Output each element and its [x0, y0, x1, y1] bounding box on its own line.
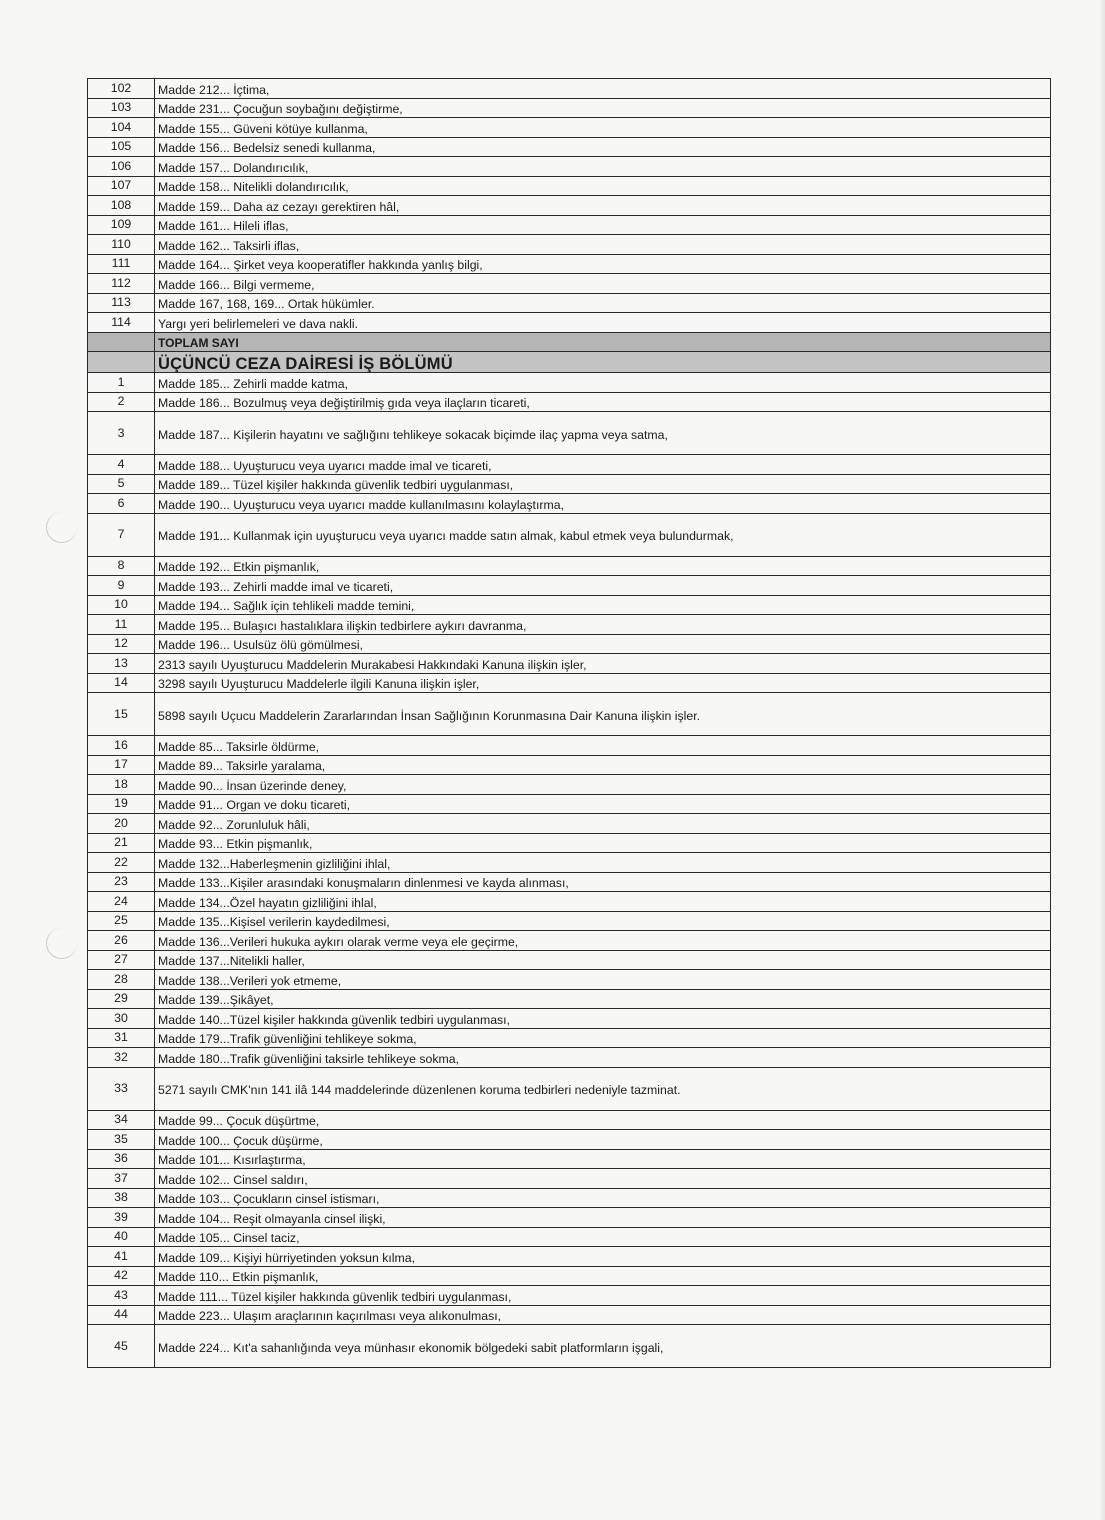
table-section-bottom [88, 373, 1051, 1368]
row-number: 27 [88, 950, 155, 970]
table-row [88, 989, 1051, 1009]
row-number: 9 [88, 576, 155, 596]
row-description: Madde 137...Nitelikli haller, [155, 950, 1051, 970]
row-description: 5271 sayılı CMK'nın 141 ilâ 144 maddelerinde düzenlenen koruma tedbirleri nedeniyle tazminat. [155, 1067, 1051, 1110]
row-number: 22 [88, 853, 155, 873]
row-description: Madde 161... Hileli iflas, [155, 215, 1051, 235]
row-number: 108 [88, 196, 155, 216]
row-number: 4 [88, 455, 155, 475]
row-description: Madde 179...Trafik güvenliğini tehlikeye sokma, [155, 1028, 1051, 1048]
row-description: Madde 189... Tüzel kişiler hakkında güvenlik tedbiri uygulanması, [155, 474, 1051, 494]
row-description: Madde 192... Etkin pişmanlık, [155, 556, 1051, 576]
row-description: Madde 93... Etkin pişmanlık, [155, 833, 1051, 853]
row-description: Madde 167, 168, 169... Ortak hükümler. [155, 293, 1051, 313]
row-description: Madde 111... Tüzel kişiler hakkında güvenlik tedbiri uygulanması, [155, 1286, 1051, 1306]
row-number: 42 [88, 1266, 155, 1286]
table-row [88, 1227, 1051, 1247]
row-description: Madde 224... Kıt'a sahanlığında veya münhasır ekonomik bölgedeki sabit platformların işgali, [155, 1325, 1051, 1368]
row-number: 7 [88, 513, 155, 556]
table-row [88, 313, 1051, 333]
row-description: Madde 196... Usulsüz ölü gömülmesi, [155, 634, 1051, 654]
row-description: Madde 156... Bedelsiz senedi kullanma, [155, 137, 1051, 157]
row-number: 17 [88, 755, 155, 775]
row-description: Madde 92... Zorunluluk hâli, [155, 814, 1051, 834]
table-row [88, 794, 1051, 814]
table-row [88, 615, 1051, 635]
table-row [88, 1067, 1051, 1110]
table-row [88, 736, 1051, 756]
table-row [88, 814, 1051, 834]
table-row [88, 970, 1051, 990]
row-description: Yargı yeri belirlemeleri ve dava nakli. [155, 313, 1051, 333]
table-row [88, 872, 1051, 892]
table-row [88, 1208, 1051, 1228]
table-row [88, 1325, 1051, 1368]
table-row [88, 1305, 1051, 1325]
row-number: 3 [88, 412, 155, 455]
table-row [88, 412, 1051, 455]
table-row [88, 176, 1051, 196]
row-number: 16 [88, 736, 155, 756]
row-number: 2 [88, 392, 155, 412]
table-row [88, 775, 1051, 795]
row-number: 14 [88, 673, 155, 693]
row-number: 43 [88, 1286, 155, 1306]
table-row [88, 833, 1051, 853]
table-row [88, 235, 1051, 255]
table-row [88, 853, 1051, 873]
row-number: 11 [88, 615, 155, 635]
row-number: 106 [88, 157, 155, 177]
row-number: 30 [88, 1009, 155, 1029]
punch-hole-mark [46, 928, 77, 959]
table-section-header [88, 332, 1051, 373]
row-description: Madde 139...Şikâyet, [155, 989, 1051, 1009]
row-number: 10 [88, 595, 155, 615]
row-number: 38 [88, 1188, 155, 1208]
row-number: 41 [88, 1247, 155, 1267]
row-description: Madde 136...Verileri hukuka aykırı olarak verme veya ele geçirme, [155, 931, 1051, 951]
row-number: 24 [88, 892, 155, 912]
row-number: 105 [88, 137, 155, 157]
table-row [88, 373, 1051, 393]
row-description: 5898 sayılı Uçucu Maddelerin Zararlarından İnsan Sağlığının Korunmasına Dair Kanuna ilişkin işler. [155, 693, 1051, 736]
row-number: 19 [88, 794, 155, 814]
row-number: 1 [88, 373, 155, 393]
row-description: Madde 231... Çocuğun soybağını değiştirme, [155, 98, 1051, 118]
row-description: Madde 134...Özel hayatın gizliliğini ihlal, [155, 892, 1051, 912]
row-description: Madde 133...Kişiler arasındaki konuşmaların dinlenmesi ve kayda alınması, [155, 872, 1051, 892]
table-row [88, 157, 1051, 177]
row-number: 111 [88, 254, 155, 274]
row-description: Madde 180...Trafik güvenliğini taksirle tehlikeye sokma, [155, 1048, 1051, 1068]
row-description: Madde 103... Çocukların cinsel istismarı, [155, 1188, 1051, 1208]
row-number: 33 [88, 1067, 155, 1110]
row-number: 35 [88, 1130, 155, 1150]
row-description: Madde 194... Sağlık için tehlikeli madde temini, [155, 595, 1051, 615]
table-row [88, 911, 1051, 931]
row-description: Madde 85... Taksirle öldürme, [155, 736, 1051, 756]
punch-hole-mark [46, 512, 77, 543]
table-row [88, 1169, 1051, 1189]
row-number: 45 [88, 1325, 155, 1368]
page-edge [1099, 0, 1105, 1520]
table-row [88, 392, 1051, 412]
table-row [88, 455, 1051, 475]
row-number: 31 [88, 1028, 155, 1048]
row-description: Madde 158... Nitelikli dolandırıcılık, [155, 176, 1051, 196]
row-description: Madde 110... Etkin pişmanlık, [155, 1266, 1051, 1286]
row-number: 113 [88, 293, 155, 313]
row-description: Madde 190... Uyuşturucu veya uyarıcı madde kullanılmasını kolaylaştırma, [155, 494, 1051, 514]
table-row [88, 1286, 1051, 1306]
table-row [88, 196, 1051, 216]
row-number: 39 [88, 1208, 155, 1228]
row-number: 6 [88, 494, 155, 514]
table-row [88, 634, 1051, 654]
row-description: Madde 90... İnsan üzerinde deney, [155, 775, 1051, 795]
table-row [88, 494, 1051, 514]
row-description: Madde 109... Kişiyi hürriyetinden yoksun kılma, [155, 1247, 1051, 1267]
row-number: 23 [88, 872, 155, 892]
row-number: 34 [88, 1110, 155, 1130]
row-description: Madde 162... Taksirli iflas, [155, 235, 1051, 255]
table-row [88, 673, 1051, 693]
row-number: 40 [88, 1227, 155, 1247]
table-row [88, 79, 1051, 99]
table-row [88, 1130, 1051, 1150]
table-row [88, 1247, 1051, 1267]
table-row [88, 254, 1051, 274]
table-row [88, 595, 1051, 615]
row-number: 12 [88, 634, 155, 654]
table-row [88, 137, 1051, 157]
row-description: 3298 sayılı Uyuşturucu Maddelerle ilgili Kanuna ilişkin işler, [155, 673, 1051, 693]
table-row [88, 474, 1051, 494]
table-row [88, 1188, 1051, 1208]
row-number: 114 [88, 313, 155, 333]
row-description: Madde 101... Kısırlaştırma, [155, 1149, 1051, 1169]
row-number: 110 [88, 235, 155, 255]
table-row [88, 556, 1051, 576]
table-row [88, 293, 1051, 313]
section-header-row [88, 352, 1051, 373]
row-number: 18 [88, 775, 155, 795]
row-description: Madde 100... Çocuk düşürme, [155, 1130, 1051, 1150]
row-description: Madde 155... Güveni kötüye kullanma, [155, 118, 1051, 138]
row-description: Madde 102... Cinsel saldırı, [155, 1169, 1051, 1189]
row-description: Madde 212... İçtima, [155, 79, 1051, 99]
row-description: Madde 164... Şirket veya kooperatifler hakkında yanlış bilgi, [155, 254, 1051, 274]
row-description: Madde 105... Cinsel taciz, [155, 1227, 1051, 1247]
row-description: Madde 140...Tüzel kişiler hakkında güvenlik tedbiri uygulanması, [155, 1009, 1051, 1029]
total-row [88, 332, 1051, 352]
row-description: Madde 223... Ulaşım araçlarının kaçırılması veya alıkonulması, [155, 1305, 1051, 1325]
table-row [88, 1266, 1051, 1286]
table-row [88, 576, 1051, 596]
row-number: 109 [88, 215, 155, 235]
duty-distribution-table [87, 78, 1051, 1368]
row-number: 21 [88, 833, 155, 853]
row-description: Madde 138...Verileri yok etmeme, [155, 970, 1051, 990]
row-description: Madde 188... Uyuşturucu veya uyarıcı madde imal ve ticareti, [155, 455, 1051, 475]
table-row [88, 950, 1051, 970]
table-row [88, 274, 1051, 294]
row-description: Madde 166... Bilgi vermeme, [155, 274, 1051, 294]
table-row [88, 892, 1051, 912]
row-number: 26 [88, 931, 155, 951]
table-row [88, 513, 1051, 556]
row-number: 25 [88, 911, 155, 931]
table-row [88, 1009, 1051, 1029]
row-description: Madde 191... Kullanmak için uyuşturucu veya uyarıcı madde satın almak, kabul etmek veya bulundurmak, [155, 513, 1051, 556]
row-description: Madde 135...Kişisel verilerin kaydedilmesi, [155, 911, 1051, 931]
row-number: 32 [88, 1048, 155, 1068]
row-number: 29 [88, 989, 155, 1009]
row-description: Madde 91... Organ ve doku ticareti, [155, 794, 1051, 814]
row-number: 28 [88, 970, 155, 990]
row-description: Madde 185... Zehirli madde katma, [155, 373, 1051, 393]
row-number: 20 [88, 814, 155, 834]
section-title: ÜÇÜNCÜ CEZA DAİRESİ İŞ BÖLÜMÜ [155, 352, 1051, 373]
row-description: Madde 89... Taksirle yaralama, [155, 755, 1051, 775]
row-number: 36 [88, 1149, 155, 1169]
row-description: 2313 sayılı Uyuşturucu Maddelerin Murakabesi Hakkındaki Kanuna ilişkin işler, [155, 654, 1051, 674]
table-row [88, 215, 1051, 235]
row-description: Madde 132...Haberleşmenin gizliliğini ihlal, [155, 853, 1051, 873]
row-description: Madde 159... Daha az cezayı gerektiren hâl, [155, 196, 1051, 216]
table-row [88, 98, 1051, 118]
table-row [88, 931, 1051, 951]
table-row [88, 1048, 1051, 1068]
row-description: Madde 187... Kişilerin hayatını ve sağlığını tehlikeye sokacak biçimde ilaç yapma veya satma, [155, 412, 1051, 455]
row-description: Madde 99... Çocuk düşürtme, [155, 1110, 1051, 1130]
row-description: Madde 186... Bozulmuş veya değiştirilmiş gıda veya ilaçların ticareti, [155, 392, 1051, 412]
table-row [88, 118, 1051, 138]
table-row [88, 654, 1051, 674]
row-description: Madde 193... Zehirli madde imal ve ticareti, [155, 576, 1051, 596]
row-number: 102 [88, 79, 155, 99]
row-description: Madde 157... Dolandırıcılık, [155, 157, 1051, 177]
row-description: Madde 104... Reşit olmayanla cinsel ilişki, [155, 1208, 1051, 1228]
total-label: TOPLAM SAYI [155, 332, 1051, 352]
row-number: 5 [88, 474, 155, 494]
table-row [88, 693, 1051, 736]
table-row [88, 1028, 1051, 1048]
total-number-cell [88, 332, 155, 352]
table-row [88, 1110, 1051, 1130]
row-number: 15 [88, 693, 155, 736]
row-number: 8 [88, 556, 155, 576]
table-row [88, 755, 1051, 775]
row-number: 104 [88, 118, 155, 138]
row-number: 107 [88, 176, 155, 196]
section-number-cell [88, 352, 155, 373]
row-number: 37 [88, 1169, 155, 1189]
table-section-top [88, 79, 1051, 333]
row-number: 44 [88, 1305, 155, 1325]
row-number: 13 [88, 654, 155, 674]
row-description: Madde 195... Bulaşıcı hastalıklara ilişkin tedbirlere aykırı davranma, [155, 615, 1051, 635]
row-number: 103 [88, 98, 155, 118]
row-number: 112 [88, 274, 155, 294]
table-row [88, 1149, 1051, 1169]
